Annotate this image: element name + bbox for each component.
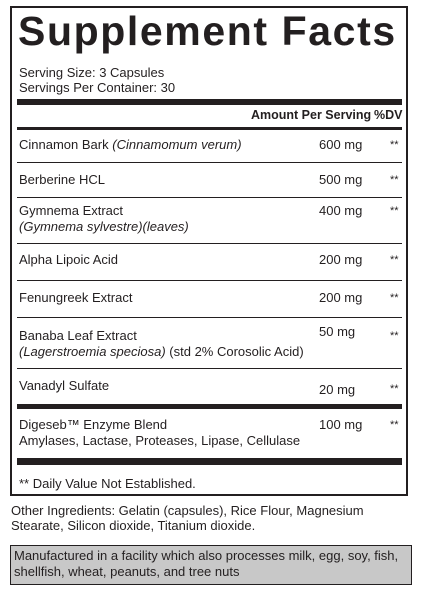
thick-divider-bottom bbox=[17, 458, 402, 465]
ingredient-amount: 200 mg bbox=[319, 252, 363, 267]
ingredient-dv: ** bbox=[390, 419, 399, 431]
ingredient-dv: ** bbox=[390, 174, 399, 186]
thick-divider-top bbox=[17, 99, 402, 105]
ingredient-dv: ** bbox=[390, 254, 399, 266]
thick-divider-mid bbox=[17, 404, 402, 409]
ingredient-name: Fenungreek Extract bbox=[19, 290, 133, 305]
row-divider bbox=[17, 368, 402, 369]
panel-title: Supplement Facts bbox=[18, 8, 397, 54]
other-ingredients: Other Ingredients: Gelatin (capsules), Rice Flour, Magnesium Stearate, Silicon dioxide, Titanium dioxide. bbox=[11, 503, 364, 533]
daily-value-footnote: ** Daily Value Not Established. bbox=[19, 476, 196, 491]
ingredient-name: Alpha Lipoic Acid bbox=[19, 252, 119, 267]
servings-per-container: Servings Per Container: 30 bbox=[19, 80, 176, 95]
dv-header: %DV bbox=[374, 108, 403, 122]
ingredient-name: Banaba Leaf Extract (Lagerstroemia speciosa) (std 2% Corosolic Acid) bbox=[19, 328, 304, 359]
ingredient-amount: 200 mg bbox=[319, 290, 363, 305]
row-divider bbox=[17, 317, 402, 318]
amount-per-serving-header: Amount Per Serving bbox=[251, 108, 372, 122]
row-divider bbox=[17, 197, 402, 198]
row-divider bbox=[17, 280, 402, 281]
ingredient-dv: ** bbox=[390, 330, 399, 342]
ingredient-dv: ** bbox=[390, 139, 399, 151]
ingredient-name: Vanadyl Sulfate bbox=[19, 378, 110, 393]
ingredient-name: Berberine HCL bbox=[19, 172, 105, 187]
ingredient-amount: 600 mg bbox=[319, 137, 363, 152]
ingredient-dv: ** bbox=[390, 292, 399, 304]
ingredient-amount: 20 mg bbox=[319, 382, 356, 397]
ingredient-amount: 400 mg bbox=[319, 203, 363, 218]
ingredient-amount: 500 mg bbox=[319, 172, 363, 187]
ingredient-dv: ** bbox=[390, 205, 399, 217]
ingredient-name: Cinnamon Bark (Cinnamomum verum) bbox=[19, 137, 242, 152]
ingredient-amount: 100 mg bbox=[319, 417, 363, 432]
allergen-notice: Manufactured in a facility which also processes milk, egg, soy, fish, shellfish, wheat, peanuts, and tree nuts bbox=[10, 545, 412, 585]
ingredient-name: Gymnema Extract (Gymnema sylvestre)(leaves) bbox=[19, 203, 189, 234]
serving-size: Serving Size: 3 Capsules bbox=[19, 65, 165, 80]
row-divider bbox=[17, 162, 402, 163]
ingredient-dv: ** bbox=[390, 383, 399, 395]
supplement-facts-panel bbox=[10, 6, 408, 496]
row-divider bbox=[17, 243, 402, 244]
header-divider bbox=[17, 127, 402, 130]
ingredient-name: Digeseb™ Enzyme Blend Amylases, Lactase, Proteases, Lipase, Cellulase bbox=[19, 417, 301, 448]
ingredient-amount: 50 mg bbox=[319, 324, 356, 339]
